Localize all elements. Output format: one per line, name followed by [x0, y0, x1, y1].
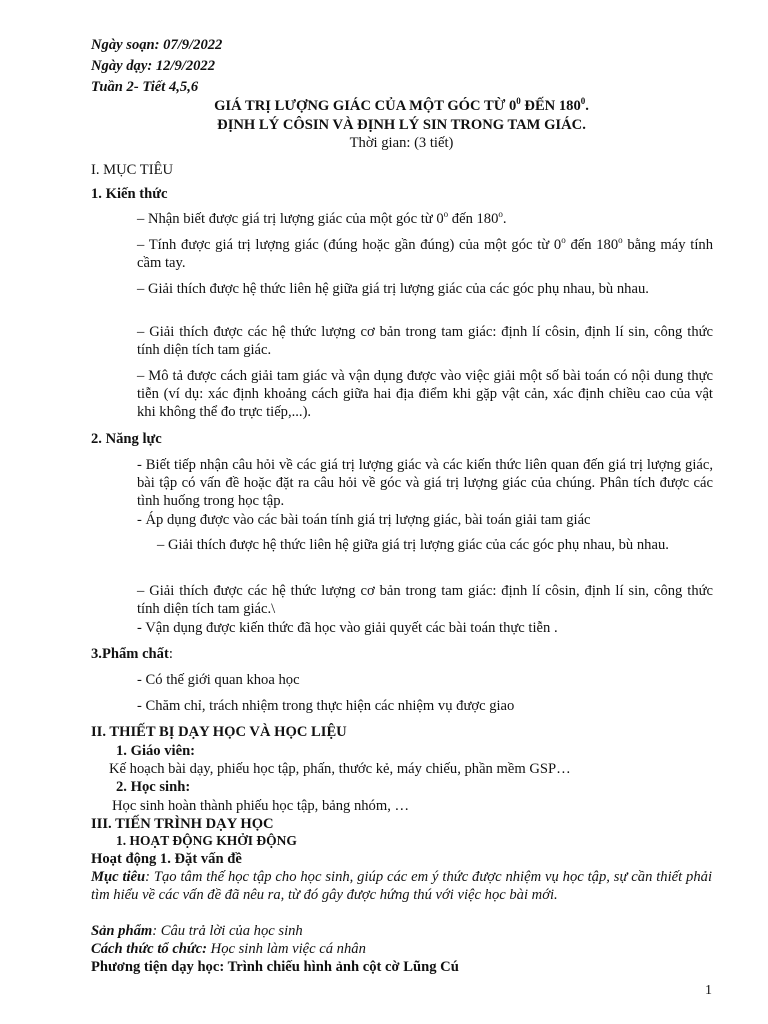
knowledge-item-4: – Giải thích được các hệ thức lượng cơ bản trong tam giác: định lí côsin, định lí sin, công thức tính diện tích tam giác. — [137, 324, 713, 358]
competence-heading: 2. Năng lực — [91, 431, 162, 447]
teaching-date: Ngày dạy: 12/9/2022 — [91, 58, 216, 74]
knowledge-item-5: – Mô tả được cách giải tam giác và vận dụng được vào việc giải một số bài toán có nội dung thực tiễn (ví dụ: xác định khoảng cách giữa hai địa điểm khi gặp vật cản, xác định chiều cao của vật khi không thể đo trực tiếp,...). — [137, 368, 713, 420]
teacher-materials: Kế hoạch bài dạy, phiếu học tập, phấn, thước kẻ, máy chiếu, phần mềm GSP… — [109, 761, 571, 777]
competence-item-5: - Vận dụng được kiến thức đã học vào giải quyết các bài toán thực tiễn . — [137, 620, 558, 636]
warmup-activity-heading: 1. HOẠT ĐỘNG KHỞI ĐỘNG — [116, 833, 297, 848]
competence-item-1: - Biết tiếp nhận câu hỏi về các giá trị lượng giác và các kiến thức liên quan đến giá trị lượng giác, bài tập có vấn đề hoặc đặt ra câu hỏi về góc và giá trị lượng giác của chúng. Phân tích được các tình huống trong học tập. — [137, 457, 713, 509]
knowledge-item-2: – Tính được giá trị lượng giác (đúng hoặc gần đúng) của một góc từ 0$^o$ đến 180$^o$ bằng máy tính cầm tay. — [137, 235, 713, 271]
activity-teaching-aids: Phương tiện dạy học: Trình chiếu hình ảnh cột cờ Lũng Cú — [91, 959, 459, 975]
lesson-duration: Thời gian: (3 tiết) — [349, 135, 454, 151]
lesson-title-line1: GIÁ TRỊ LƯỢNG GIÁC CỦA MỘT GÓC TỪ $0^0$ ĐẾN $180^0$. — [214, 96, 589, 114]
knowledge-heading: 1. Kiến thức — [91, 186, 168, 202]
student-heading: 2. Học sinh: — [116, 779, 191, 795]
qualities-item-1: - Có thế giới quan khoa học — [137, 672, 300, 688]
page-number: 1 — [705, 983, 712, 998]
student-materials: Học sinh hoàn thành phiếu học tập, bảng nhóm, … — [112, 798, 410, 814]
teacher-heading: 1. Giáo viên: — [116, 743, 196, 759]
competence-item-3: – Giải thích được hệ thức liên hệ giữa giá trị lượng giác của các góc phụ nhau, bù nhau. — [157, 537, 669, 553]
activity-organization: Cách thức tổ chức: Học sinh làm việc cá nhân — [91, 941, 366, 957]
preparation-date: Ngày soạn: 07/9/2022 — [91, 37, 223, 53]
lesson-title-line2: ĐỊNH LÝ CÔSIN VÀ ĐỊNH LÝ SIN TRONG TAM GIÁC. — [217, 117, 586, 133]
knowledge-item-3: – Giải thích được hệ thức liên hệ giữa giá trị lượng giác của các góc phụ nhau, bù nhau. — [137, 281, 649, 297]
qualities-heading: 3.Phẩm chất: — [91, 646, 173, 662]
activity-objective: Mục tiêu: Tạo tâm thế học tập cho học sinh, giúp các em ý thức được nhiệm vụ học tập, sự cần thiết phải tìm hiểu về các vấn đề đã nêu ra, từ đó gây được hứng thú với việc học bài mới. — [91, 869, 713, 903]
section-2-heading: II. THIẾT BỊ DẠY HỌC VÀ HỌC LIỆU — [91, 724, 347, 740]
activity-1-heading: Hoạt động 1. Đặt vấn đề — [91, 851, 242, 867]
knowledge-item-1: – Nhận biết được giá trị lượng giác của một góc từ 0$^o$ đến 180$^o$. — [137, 209, 507, 227]
competence-item-4: – Giải thích được các hệ thức lượng cơ bản trong tam giác: định lí côsin, định lí sin, công thức tính diện tích tam giác.\ — [137, 583, 713, 617]
competence-item-2: - Áp dụng được vào các bài toán tính giá trị lượng giác, bài toán giải tam giác — [137, 512, 591, 528]
week-period: Tuần 2- Tiết 4,5,6 — [91, 79, 199, 95]
activity-product: Sản phẩm: Câu trả lời của học sinh — [91, 923, 303, 939]
section-1-heading: I. MỤC TIÊU — [91, 162, 174, 178]
qualities-item-2: - Chăm chỉ, trách nhiệm trong thực hiện các nhiệm vụ được giao — [137, 698, 515, 714]
section-3-heading: III. TIẾN TRÌNH DẠY HỌC — [91, 816, 274, 832]
